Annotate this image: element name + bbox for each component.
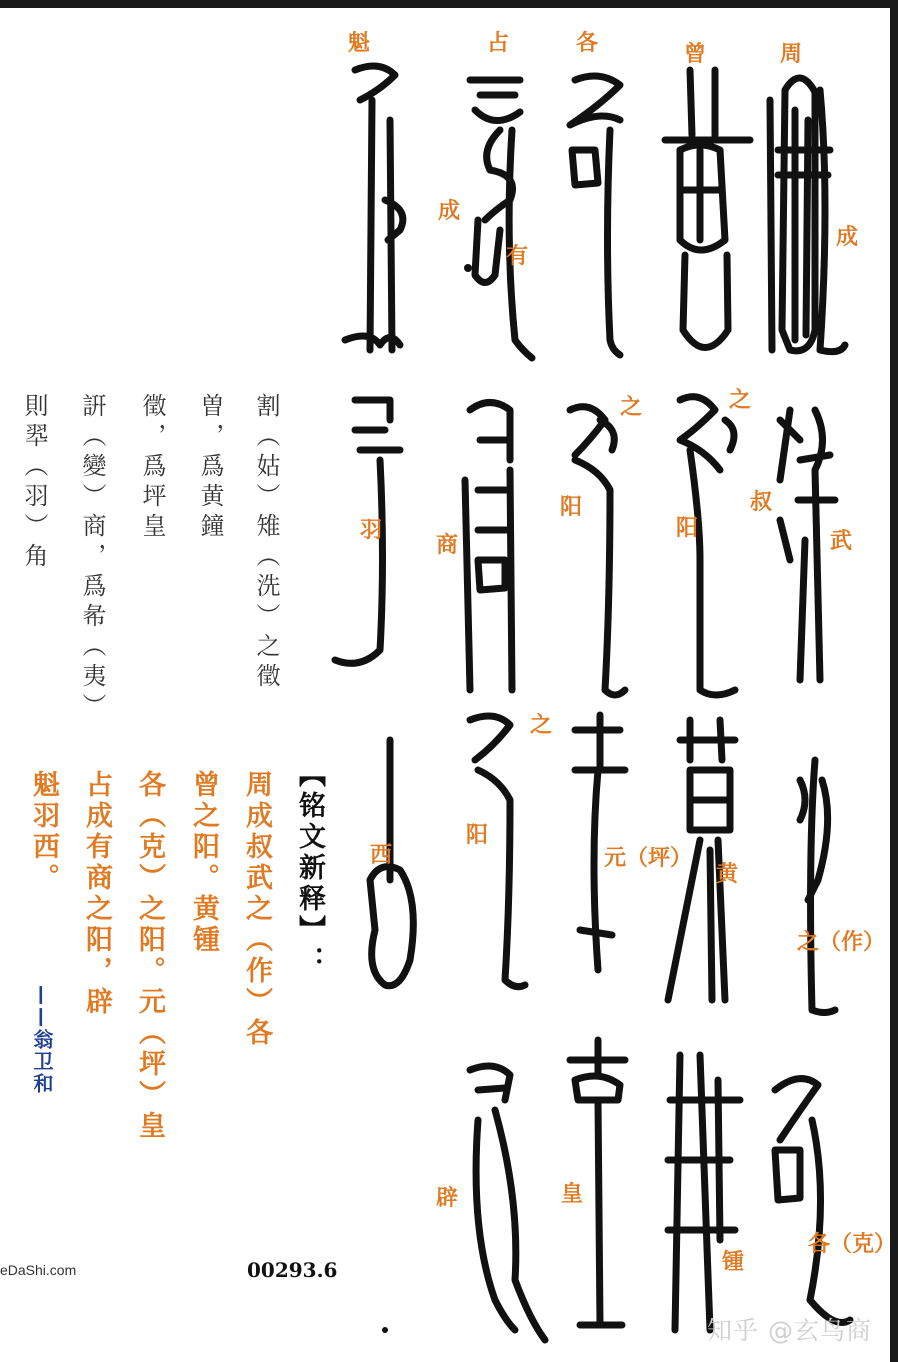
glyph-label: 商 xyxy=(436,533,459,558)
glyph-label: 成 xyxy=(836,225,859,250)
glyph-label: 黄 xyxy=(716,862,739,887)
catalog-number: 00293.6 xyxy=(247,1258,338,1282)
glyph-label: 各 xyxy=(576,31,599,56)
glyph-label: 曾 xyxy=(684,42,707,67)
glyph-label: 之 xyxy=(620,395,643,420)
author-signature: ——翁卫和 xyxy=(30,985,54,1095)
site-url: eDaShi.com xyxy=(0,1262,77,1278)
transcription-column: 曽，爲黄鐘 xyxy=(196,393,224,543)
glyph-label: 周 xyxy=(780,42,803,67)
glyph-label: 阳 xyxy=(466,823,489,848)
glyph-label: 占 xyxy=(487,31,510,56)
new-reading-line: 周成叔武之（作）各 xyxy=(241,770,272,1049)
glyph-label: 羽 xyxy=(360,518,383,543)
new-reading-heading: 【铭文新释】： xyxy=(294,760,325,977)
new-reading-line: 占成有商之阳，辟 xyxy=(81,770,112,1018)
glyph-label: 阳 xyxy=(560,495,583,520)
new-reading-line: 曾之阳。黄锺 xyxy=(188,770,219,956)
glyph-label: 西 xyxy=(370,843,393,868)
transcription-column: 割（姑）雉（洗）之徵 xyxy=(252,393,280,693)
watermark: 知乎 @玄鸟商 xyxy=(707,1316,872,1345)
glyph-label: 叔 xyxy=(750,490,773,515)
glyph-label: 有 xyxy=(506,244,529,269)
glyph-label: 辟 xyxy=(436,1186,459,1211)
glyph-label: 成 xyxy=(438,199,461,224)
new-reading-line: 各（克）之阳。元（坪）皇 xyxy=(134,770,165,1142)
transcription-column: 詽（變）商，爲㣇（夷） xyxy=(78,393,106,723)
glyph-label: 锺 xyxy=(722,1250,745,1275)
transcription-column: 則翆（羽）角 xyxy=(20,393,48,573)
glyph-label: 之（作） xyxy=(797,930,886,955)
glyph-label: 元（坪） xyxy=(604,846,693,871)
glyph-label: 武 xyxy=(830,529,853,554)
glyph-label: 各（克） xyxy=(808,1232,897,1257)
new-reading-line: 魁羽西。 xyxy=(28,770,59,894)
glyph-label: 阳 xyxy=(676,516,699,541)
transcription-column: 徵，爲坪皇 xyxy=(138,393,166,543)
glyph-label: 皇 xyxy=(561,1182,584,1207)
glyph-label: 魁 xyxy=(348,31,371,56)
glyph-label: 之 xyxy=(530,713,553,738)
glyph-label: 之 xyxy=(729,388,752,413)
